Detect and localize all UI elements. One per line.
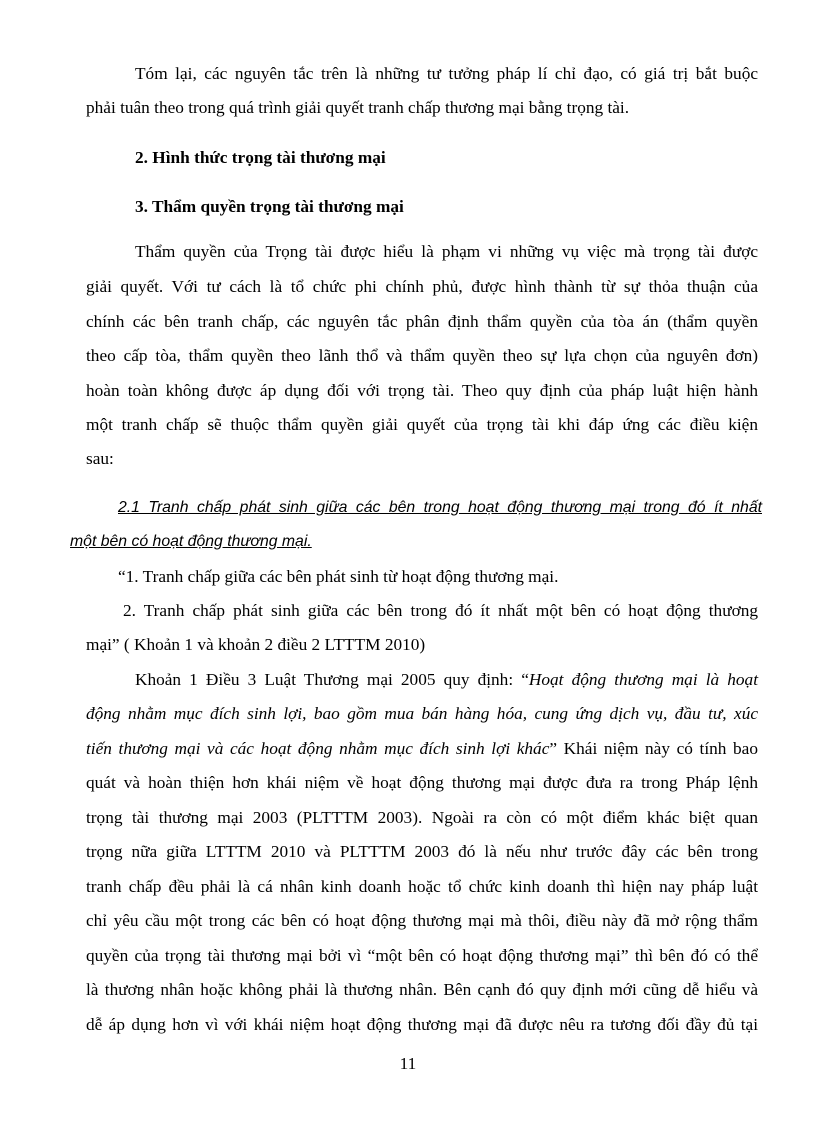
paragraph-3-line: chỉ yêu cầu một trong các bên có hoạt động thương mại mà thôi, điều này đã mở rộng thẩm — [86, 911, 758, 930]
paragraph-2-line: hoàn toàn không được áp dụng đối với trọng tài. Theo quy định của pháp luật hiện hành — [86, 381, 758, 400]
paragraph-3-line: quát và hoàn thiện hơn khái niệm về hoạt động thương mại được đưa ra trong Pháp lệnh — [86, 773, 758, 792]
paragraph-1-line: Tóm lại, các nguyên tắc trên là những tư tưởng pháp lí chỉ đạo, có giá trị bắt buộc — [135, 64, 758, 83]
paragraph-2-line: sau: — [86, 449, 114, 468]
paragraph-2-line: giải quyết. Với tư cách là tổ chức phi chính phủ, được hình thành từ sự thỏa thuận của — [86, 277, 758, 296]
paragraph-3-italic-text: Hoạt động thương mại là hoạt — [528, 670, 758, 689]
page-number: 11 — [399, 1054, 417, 1073]
paragraph-2-line: một tranh chấp sẽ thuộc thẩm quyền giải quyết của trọng tài khi đáp ứng các điều kiện — [86, 415, 758, 434]
quote-line: mại” ( Khoản 1 và khoản 2 điều 2 LTTTM 2010) — [86, 635, 426, 654]
paragraph-3-line: dễ áp dụng hơn vì với khái niệm hoạt động thương mại đã được nêu ra tương đối đầy đủ tại — [86, 1015, 758, 1034]
paragraph-3-line — [86, 738, 758, 760]
quote-line: “1. Tranh chấp giữa các bên phát sinh từ hoạt động thương mại. — [118, 567, 559, 586]
quote-line: 2. Tranh chấp phát sinh giữa các bên trong đó ít nhất một bên có hoạt động thương — [123, 601, 758, 620]
heading-2: 2. Hình thức trọng tài thương mại — [135, 148, 386, 167]
paragraph-3-italic-text: tiến thương mại và các hoạt động nhằm mục đích sinh lợi khác — [86, 739, 550, 758]
paragraph-3-text: ” Khái niệm này có tính bao — [549, 739, 758, 758]
paragraph-1-line: phải tuân theo trong quá trình giải quyết tranh chấp thương mại bằng trọng tài. — [86, 98, 630, 117]
subheading-2-1-line: một bên có hoạt động thương mại. — [70, 533, 312, 550]
paragraph-3-line: là thương nhân hoặc không phải là thương nhân. Bên cạnh đó quy định mới cũng dễ hiểu và — [86, 980, 758, 999]
paragraph-3-line: trọng tài thương mại 2003 (PLTTTM 2003). Ngoài ra còn có một điểm khác biệt quan — [86, 808, 758, 827]
paragraph-3-line: quyền của trọng tài thương mại bởi vì “một bên có hoạt động thương mại” thì bên đó có thể — [86, 946, 758, 965]
paragraph-3-line: tranh chấp đều phải là cá nhân kinh doanh hoặc tổ chức kinh doanh thì hiện nay pháp luật — [86, 877, 758, 896]
heading-3: 3. Thẩm quyền trọng tài thương mại — [135, 197, 404, 216]
paragraph-2-line: Thẩm quyền của Trọng tài được hiểu là phạm vi những vụ việc mà trọng tài được — [135, 242, 758, 261]
paragraph-3-line: trọng nữa giữa LTTTM 2010 và PLTTTM 2003 đó là nếu như trước đây các bên trong — [86, 842, 758, 861]
subheading-2-1-line: 2.1 Tranh chấp phát sinh giữa các bên trong hoạt động thương mại trong đó ít nhất — [118, 499, 762, 516]
paragraph-2-line: chính các bên tranh chấp, các nguyên tắc phân định thẩm quyền của tòa án (thẩm quyền — [86, 312, 758, 331]
paragraph-2-line: theo cấp tòa, thẩm quyền theo lãnh thổ và thẩm quyền theo sự lựa chọn của nguyên đơn) — [86, 346, 758, 365]
paragraph-3-text: Khoản 1 Điều 3 Luật Thương mại 2005 quy định: “ — [135, 670, 529, 689]
paragraph-3-line: động nhằm mục đích sinh lợi, bao gồm mua bán hàng hóa, cung ứng dịch vụ, đầu tư, xúc — [86, 704, 758, 723]
paragraph-3-line — [135, 669, 758, 691]
